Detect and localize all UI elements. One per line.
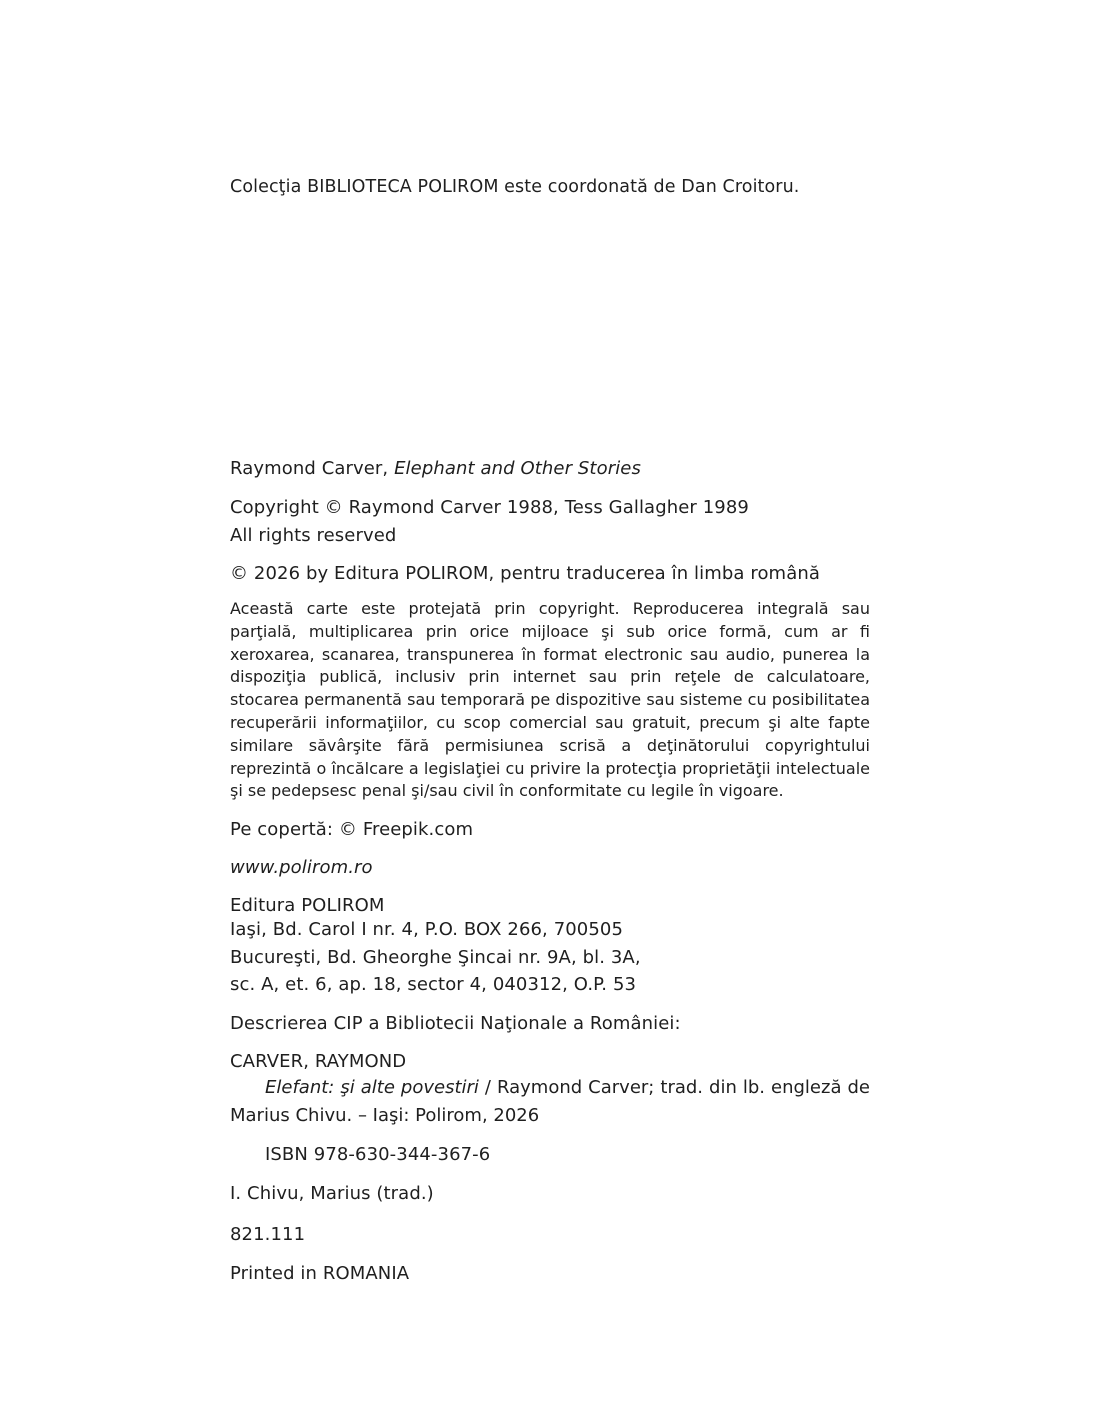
copyright-line: Copyright © Raymond Carver 1988, Tess Gallagher 1989 <box>230 497 749 518</box>
legal-notice: Această carte este protejată prin copyright. Reproducerea integrală sau parţială, multiplicarea prin orice mijloace şi sub orice formă, cum ar fi xeroxarea, scanarea, transpunerea în format electronic sau audio, punerea la dispoziţia publică, inclusiv prin internet sau prin reţele de calculatoare, stocarea permanentă sau temporară pe dispozitive sau sisteme cu posibilitatea recuperării informaţiilor, cu scop comercial sau gratuit, precum şi alte fapte similare săvârşite fără permisiunea scrisă a deţinătorului copyrightului reprezintă o încălcare a legislaţiei cu privire la protecţia proprietăţii intelectuale şi se pedepsesc penal şi/sau civil în conformitate cu legile în vigoare. <box>230 599 870 801</box>
rights-reserved: All rights reserved <box>230 525 397 546</box>
translation-copyright: © 2026 by Editura POLIROM, pentru traducerea în limba română <box>230 563 820 584</box>
cip-title: Elefant: şi alte povestiri <box>265 1077 479 1098</box>
original-author: Raymond Carver, <box>230 458 389 479</box>
cip-description-rest: / Raymond Carver; trad. din lb. engleză de Marius Chivu. – Iaşi: Polirom, 2026 <box>230 1077 870 1126</box>
publisher-address-bucuresti-1: Bucureşti, Bd. Gheorghe Şincai nr. 9A, bl. 3A, <box>230 947 641 968</box>
website-link[interactable]: www.polirom.ro <box>230 857 373 878</box>
original-title-line <box>230 455 870 483</box>
original-title: Elephant and Other Stories <box>394 458 641 479</box>
classification-number: 821.111 <box>230 1224 306 1245</box>
cip-description <box>230 1074 870 1130</box>
cip-heading: Descrierea CIP a Bibliotecii Naţionale a României: <box>230 1013 681 1034</box>
publisher-name: Editura POLIROM <box>230 895 385 916</box>
publisher-address-bucuresti-2: sc. A, et. 6, ap. 18, sector 4, 040312, O.P. 53 <box>230 974 637 995</box>
printed-in: Printed in ROMANIA <box>230 1263 410 1284</box>
cip-author: CARVER, RAYMOND <box>230 1051 407 1072</box>
isbn: ISBN 978-630-344-367-6 <box>265 1144 491 1165</box>
cover-credit: Pe copertă: © Freepik.com <box>230 819 474 840</box>
series-note: Colecţia BIBLIOTECA POLIROM este coordonată de Dan Croitoru. <box>230 177 800 197</box>
publisher-address-iasi: Iaşi, Bd. Carol I nr. 4, P.O. BOX 266, 700505 <box>230 919 624 940</box>
cip-contributor: I. Chivu, Marius (trad.) <box>230 1183 434 1204</box>
